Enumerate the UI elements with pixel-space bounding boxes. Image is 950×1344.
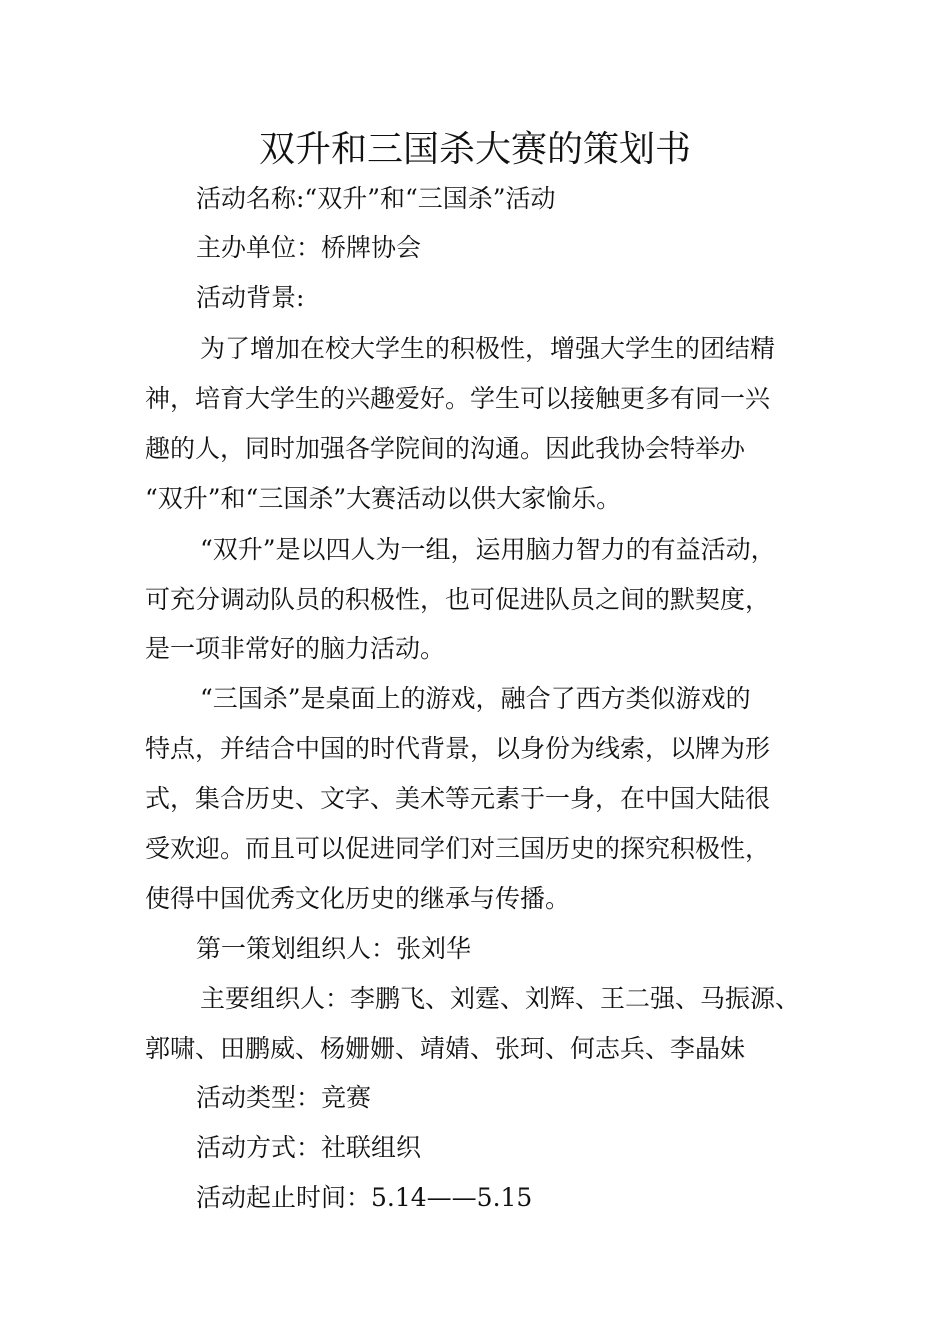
paragraph-line: 趣的人，同时加强各学院间的沟通。因此我协会特举办 <box>145 434 746 463</box>
activity-name: 活动名称:“双升”和“三国杀”活动 <box>196 184 556 213</box>
activity-type: 活动类型：竞赛 <box>196 1083 372 1112</box>
organizer: 主办单位：桥牌协会 <box>196 233 422 262</box>
paragraph-line: 可充分调动队员的积极性，也可促进队员之间的默契度， <box>145 585 771 614</box>
activity-method: 活动方式：社联组织 <box>196 1133 422 1162</box>
paragraph-line: 是一项非常好的脑力活动。 <box>145 634 446 663</box>
document-title: 双升和三国杀大赛的策划书 <box>258 129 691 170</box>
paragraph-line: 郭啸、田鹏威、杨姗姗、靖婧、张珂、何志兵、李晶妹 <box>145 1034 746 1063</box>
chief-planner: 第一策划组织人：张刘华 <box>196 934 472 963</box>
paragraph-line: “双升”是以四人为一组，运用脑力智力的有益活动， <box>200 535 776 564</box>
paragraph-line: 特点，并结合中国的时代背景，以身份为线索，以牌为形 <box>145 734 771 763</box>
paragraph-line: 式，集合历史、文字、美术等元素于一身，在中国大陆很 <box>145 784 771 813</box>
activity-period: 活动起止时间：5.14——5.15 <box>196 1183 533 1212</box>
paragraph-line: 为了增加在校大学生的积极性，增强大学生的团结精 <box>200 334 776 363</box>
paragraph-line: 使得中国优秀文化历史的继承与传播。 <box>145 884 571 913</box>
paragraph-line: 神，培育大学生的兴趣爱好。学生可以接触更多有同一兴 <box>145 384 771 413</box>
paragraph-line: “双升”和“三国杀”大赛活动以供大家愉乐。 <box>145 484 622 513</box>
paragraph-line: 主要组织人：李鹏飞、刘霆、刘辉、王二强、马振源、 <box>200 984 801 1013</box>
background-heading: 活动背景: <box>196 283 305 312</box>
paragraph-line: “三国杀”是桌面上的游戏，融合了西方类似游戏的 <box>200 684 751 713</box>
paragraph-line: 受欢迎。而且可以促进同学们对三国历史的探究积极性， <box>145 834 771 863</box>
